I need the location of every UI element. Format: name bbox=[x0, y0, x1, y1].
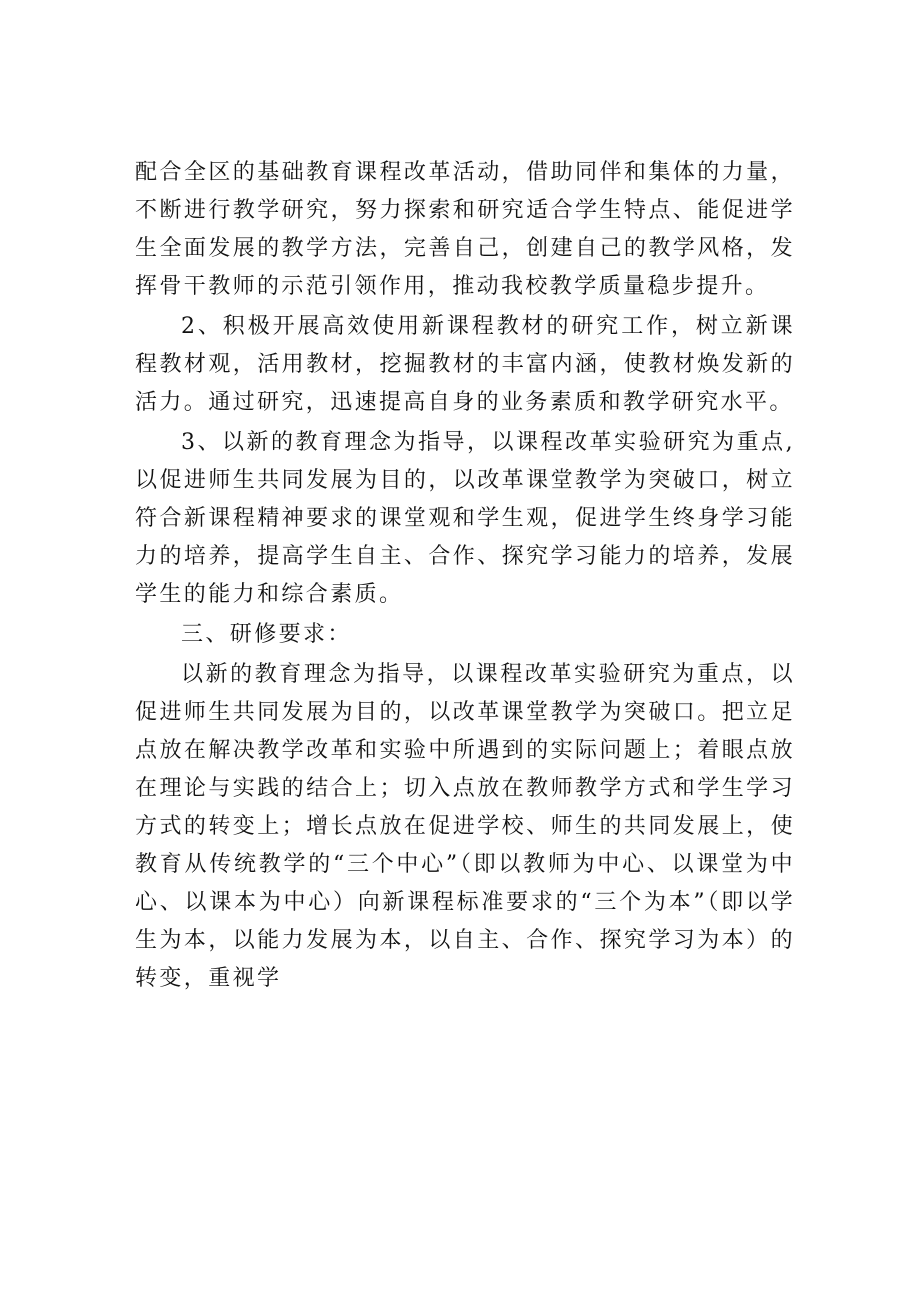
paragraph-requirements: 以新的教育理念为指导，以课程改革实验研究为重点，以促进师生共同发展为目的，以改革课堂教学为突破口。把立足点放在解决教学改革和实验中所遇到的实际问题上；着眼点放在理论与实践的结合上；切入点放在教师教学方式和学生学习方式的转变上；增长点放在促进学校、师生的共同发展上，使教育从传统教学的“三个中心”（即以教师为中心、以课堂为中心、以课本为中心）向新课程标准要求的“三个为本”（即以学生为本，以能力发展为本，以自主、合作、探究学习为本）的转变，重视学 bbox=[135, 662, 795, 991]
section-heading-requirements: 三、研修要求： bbox=[181, 622, 352, 647]
document-body bbox=[135, 154, 795, 1000]
paragraph-item-2: 2、积极开展高效使用新课程教材的研究工作，树立新课程教材观，活用教材，挖掘教材的丰富内涵，使教材焕发新的活力。通过研究，迅速提高自身的业务素质和教学研究水平。 bbox=[135, 314, 795, 415]
paragraph-continuation: 配合全区的基础教育课程改革活动，借助同伴和集体的力量，不断进行教学研究，努力探索和研究适合学生特点、能促进学生全面发展的教学方法，完善自己，创建自己的教学风格，发挥骨干教师的示范引领作用，推动我校教学质量稳步提升。 bbox=[135, 160, 795, 299]
paragraph-item-3: 3、以新的教育理念为指导，以课程改革实验研究为重点,以促进师生共同发展为目的，以改革课堂教学为突破口，树立符合新课程精神要求的课堂观和学生观，促进学生终身学习能力的培养，提高学生自主、合作、探究学习能力的培养，发展学生的能力和综合素质。 bbox=[135, 430, 795, 607]
